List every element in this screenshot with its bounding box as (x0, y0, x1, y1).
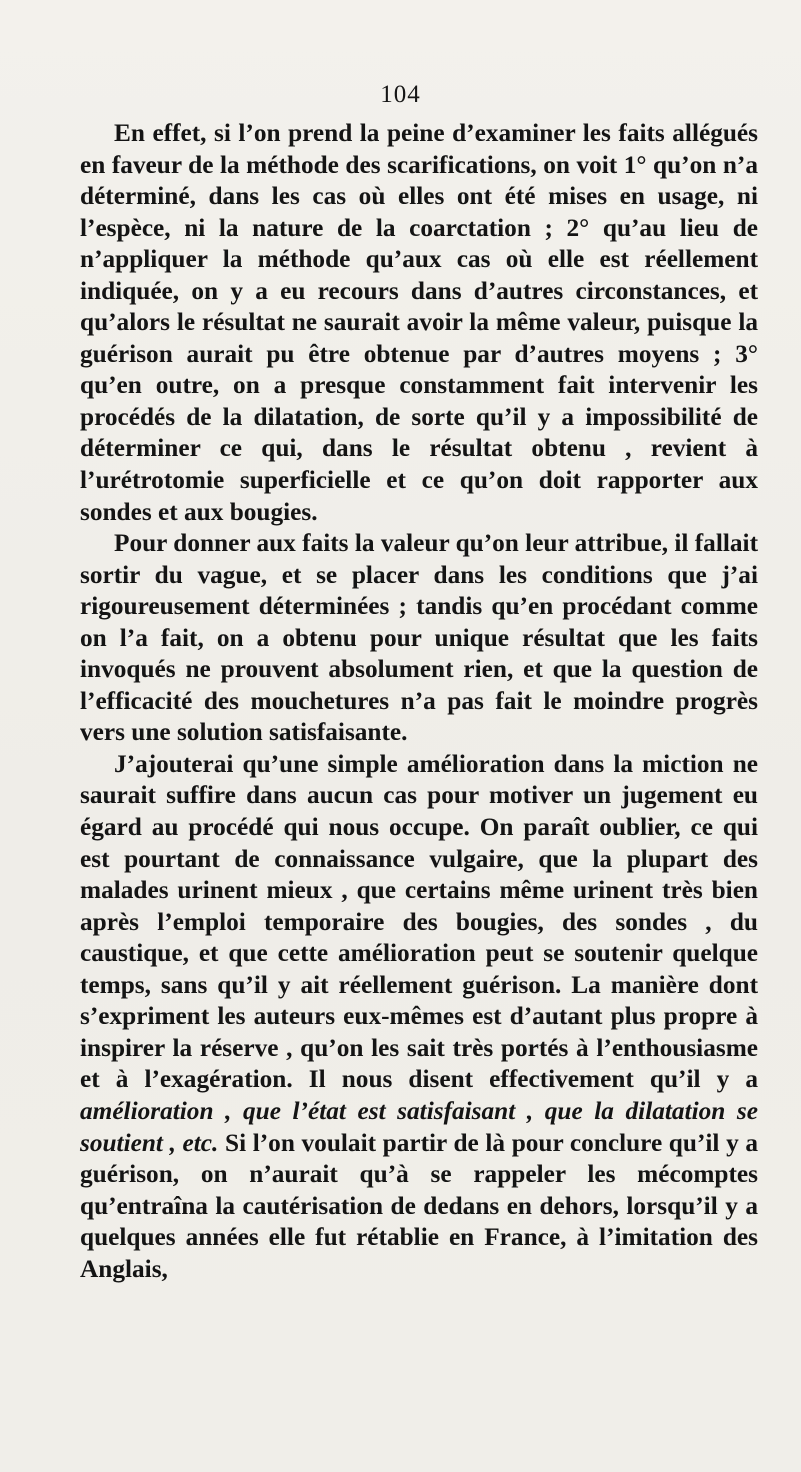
paragraph-3-italic-quote: amélioration , que l’état est satisfaisant , que la dilatation se soutient , etc. (80, 1096, 758, 1157)
paragraph-1: En effet, si l’on prend la peine d’examiner les faits allégués en faveur de la méthode des scarifications, on voit 1° qu’on n’a déterminé, dans les cas où elles ont été mises en usage, ni l’espèce, ni la nature de la coarctation ; 2° qu’au lieu de n’appliquer la méthode qu’aux cas où elle est réellement indiquée, on y a eu recours dans d’autres circonstances, et qu’alors le résultat ne saurait avoir la même valeur, puisque la guérison aurait pu être obtenue par d’autres moyens ; 3° qu’en outre, on a presque constamment fait intervenir les procédés de la dilatation, de sorte qu’il y a impossibilité de déterminer ce qui, dans le résultat obtenu , revient à l’urétrotomie superficielle et ce qu’on doit rapporter aux sondes et aux bougies. (80, 119, 758, 526)
paragraph-2: Pour donner aux faits la valeur qu’on leur attribue, il fallait sortir du vague, et se placer dans les conditions que j’ai rigoureusement déterminées ; tandis qu’en procédant comme on l’a fait, on a obtenu pour unique résultat que les faits invoqués ne prouvent absolument rien, et que la question de l’efficacité des mouchetures n’a pas fait le moindre progrès vers une solution satisfaisante. (80, 529, 758, 747)
paragraph-3-text-after: Si l’on voulait partir de là pour conclure qu’il y a guérison, on n’aurait qu’à se rappeler les mécomptes qu’entraîna la cautérisation de dedans en dehors, lorsqu’il y a quelques années elle fut rétablie en France, à l’imitation des Anglais, (80, 1128, 758, 1283)
page-number: 104 (380, 81, 421, 108)
paragraph-3-text-before: J’ajouterai qu’une simple amélioration dans la miction ne saurait suffire dans aucun cas pour motiver un jugement eu égard au procédé qui nous occupe. On paraît oublier, ce qui est pourtant de connaissance vulgaire, que la plupart des malades urinent mieux , que certains même urinent très bien après l’emploi temporaire des bougies, des sondes , du caustique, et que cette amélioration peut se soutenir quelque temps, sans qu’il y ait réellement guérison. La manière dont s’expriment les auteurs eux-mêmes est d’autant plus propre à inspirer la réserve , qu’on les sait très portés à l’enthousiasme et à l’exagération. Il nous disent effectivement qu’il y a (80, 749, 758, 1094)
body-text (80, 118, 758, 1285)
paragraph-3 (80, 749, 758, 1285)
